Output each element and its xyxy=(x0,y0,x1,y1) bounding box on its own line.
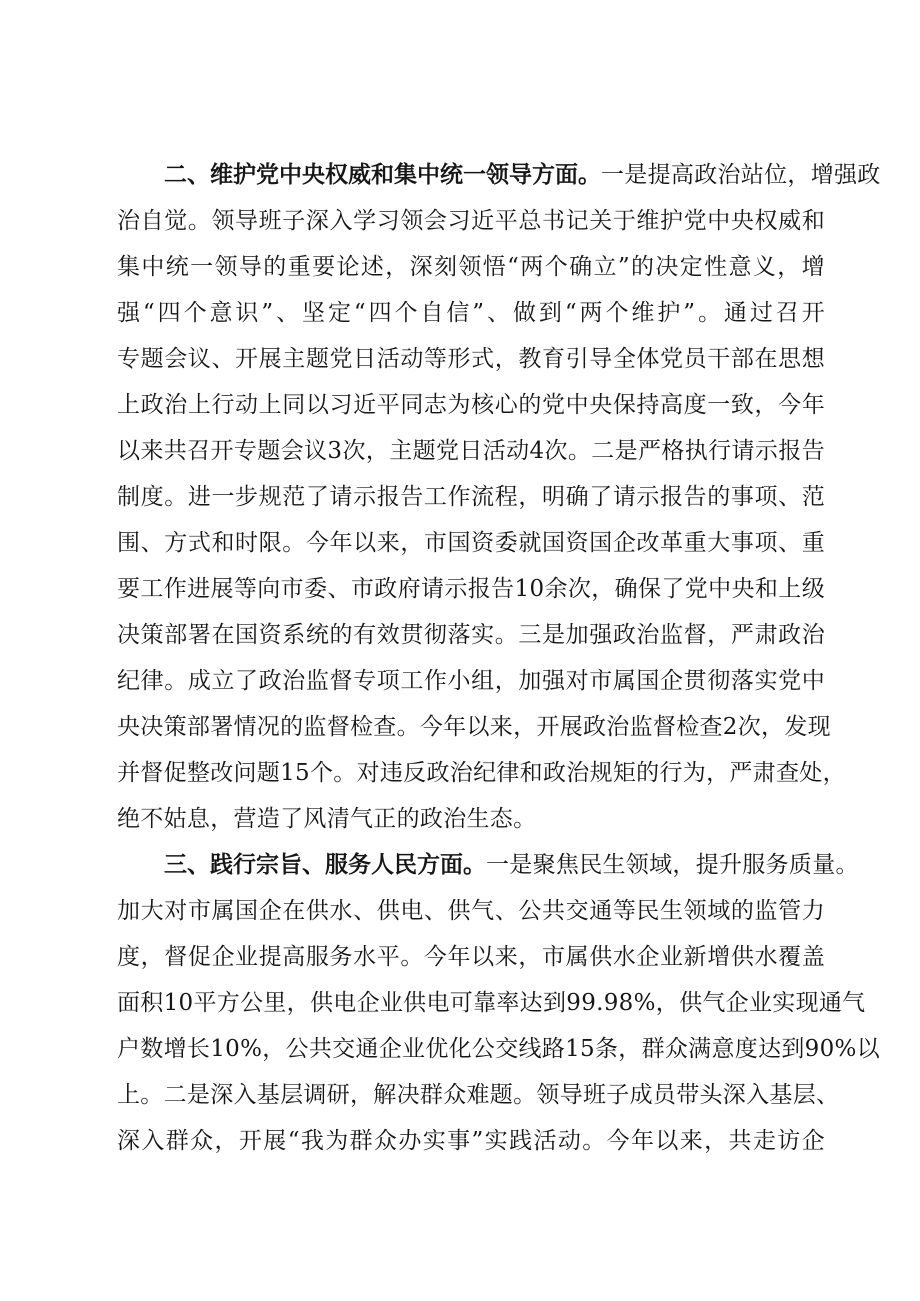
section2-line-7: 以来共召开专题会议3次，主题党日活动4次。二是严格执行请示报告 xyxy=(117,438,825,464)
section2-line-15: 绝不姑息，营造了风清气正的政治生态。 xyxy=(117,806,537,832)
section3-line-5: 户数增长10%，公共交通企业优化公交线路15条，群众满意度达到90%以 xyxy=(117,1036,881,1062)
section3-line-1 xyxy=(164,847,859,883)
section2-line-13: 央决策部署情况的监督检查。今年以来，开展政治监督检查2次，发现 xyxy=(117,714,831,740)
section2-heading: 二、维护党中央权威和集中统一领导方面。 xyxy=(164,162,601,188)
section2-line-2: 治自觉。领导班子深入学习领会习近平总书记关于维护党中央权威和 xyxy=(117,208,825,234)
section2-line-11: 决策部署在国资系统的有效贯彻落实。三是加强政治监督，严肃政治 xyxy=(117,622,825,648)
section2-line-8: 制度。进一步规范了请示报告工作流程，明确了请示报告的事项、范 xyxy=(117,484,825,510)
section2-line-1-text: 一是提高政治站位，增强政 xyxy=(601,162,881,188)
section2-line-12: 纪律。成立了政治监督专项工作小组，加强对市属国企贯彻落实党中 xyxy=(117,668,825,694)
section2-line-6: 上政治上行动上同以习近平同志为核心的党中央保持高度一致，今年 xyxy=(117,392,825,418)
section3-line-2: 加大对市属国企在供水、供电、供气、公共交通等民生领域的监管力 xyxy=(117,898,825,924)
section2-line-5: 专题会议、开展主题党日活动等形式，教育引导全体党员干部在思想 xyxy=(117,346,825,372)
section3-line-3: 度，督促企业提高服务水平。今年以来，市属供水企业新增供水覆盖 xyxy=(117,944,825,970)
section3-line-1-text: 一是聚焦民生领域，提升服务质量。 xyxy=(486,852,859,878)
section2-line-3: 集中统一领导的重要论述，深刻领悟“两个确立”的决定性意义，增 xyxy=(117,254,825,280)
section3-heading: 三、践行宗旨、服务人民方面。 xyxy=(164,852,486,878)
section2-line-1 xyxy=(164,157,881,193)
section2-line-9: 围、方式和时限。今年以来，市国资委就国资国企改革重大事项、重 xyxy=(117,530,825,556)
section2-line-4: 强“四个意识”、坚定“四个自信”、做到“两个维护”。通过召开 xyxy=(117,300,825,326)
section2-line-10: 要工作进展等向市委、市政府请示报告10余次，确保了党中央和上级 xyxy=(117,576,825,602)
section3-line-6: 上。二是深入基层调研，解决群众难题。领导班子成员带头深入基层、 xyxy=(117,1082,840,1108)
section3-line-7: 深入群众，开展“我为群众办实事”实践活动。今年以来，共走访企 xyxy=(117,1128,825,1154)
section3-line-4: 面积10平方公里，供电企业供电可靠率达到99.98%，供气企业实现通气 xyxy=(117,990,866,1016)
section2-line-14: 并督促整改问题15个。对违反政治纪律和政治规矩的行为，严肃查处， xyxy=(117,760,846,786)
